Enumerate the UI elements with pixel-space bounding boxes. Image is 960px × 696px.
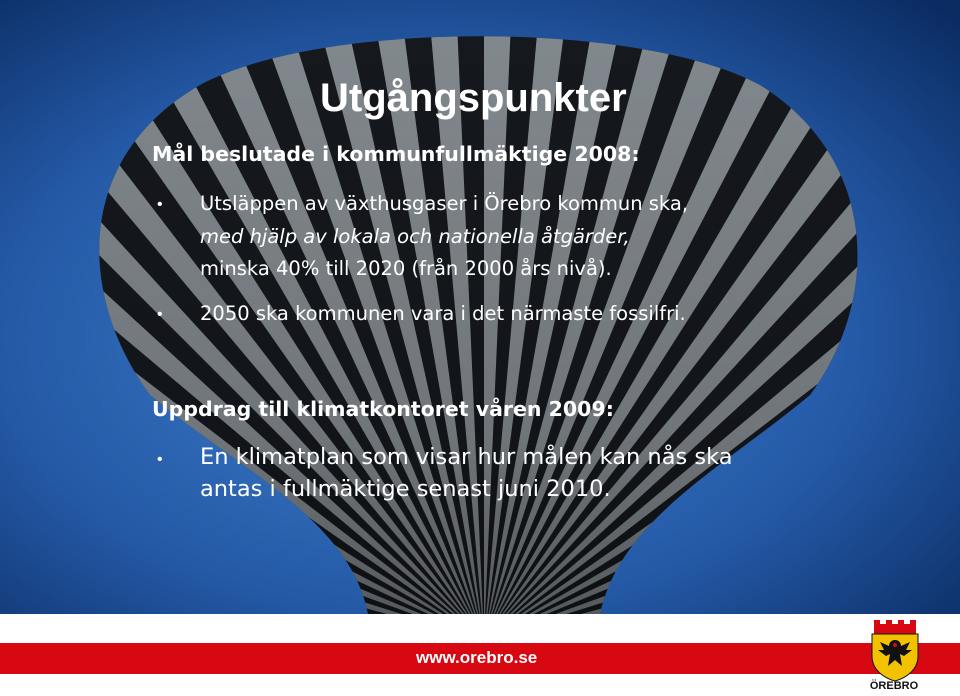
bullet-marker: • [157,451,163,468]
goal-line-3: minska 40% till 2020 (från 2000 års nivå). [200,257,612,280]
assignment-line-1: En klimatplan som visar hur målen kan nås ska [200,444,733,470]
section-heading-goals: Mål beslutade i kommunfullmäktige 2008: [152,142,640,166]
orebro-coat-of-arms-icon [866,616,924,682]
goal-line-2: med hjälp av lokala och nationella åtgärder, [200,225,630,248]
website-link[interactable]: www.orebro.se [416,648,538,667]
goal-line-1: Utsläppen av växthusgaser i Örebro kommun ska, [200,192,689,215]
bullet-marker: • [157,196,163,213]
assignment-line-2: antas i fullmäktige senast juni 2010. [200,476,611,502]
section-heading-assignment: Uppdrag till klimatkontoret våren 2009: [152,397,614,421]
slide-title: Utgångspunkter [320,76,627,120]
logo-text: ÖREBRO [869,680,919,692]
bullet-marker: • [157,306,163,323]
goal-line-fossil-free: 2050 ska kommunen vara i det närmaste fossilfri. [200,302,686,325]
